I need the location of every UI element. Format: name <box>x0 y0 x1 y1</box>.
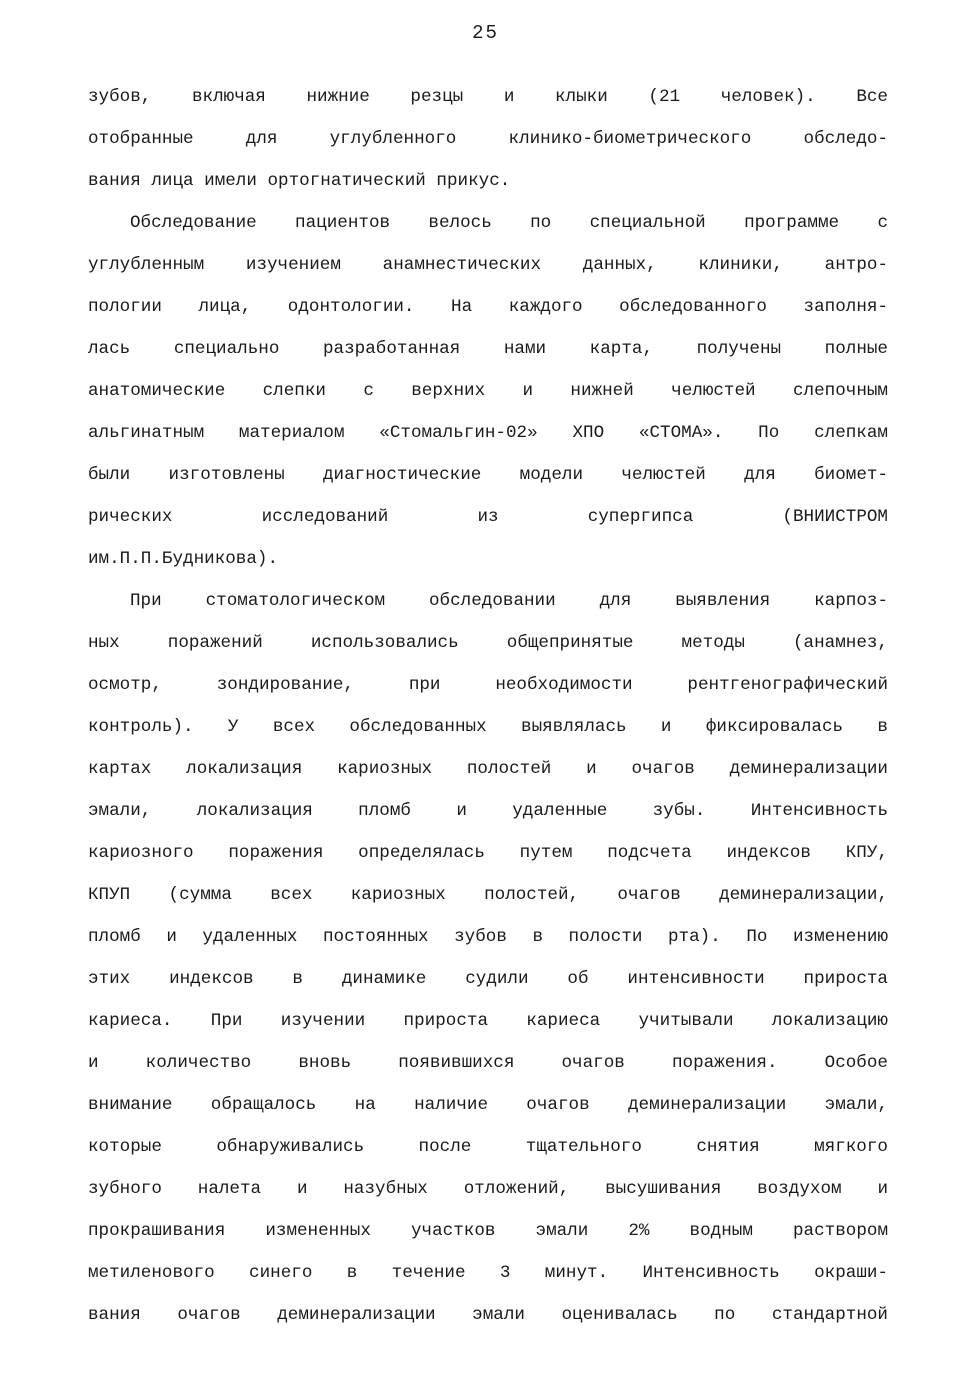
text-line: лась специально разработанная нами карта, получены полные <box>88 339 888 359</box>
text-line: и количество вновь появившихся очагов поражения. Особое <box>88 1053 888 1073</box>
text-line: внимание обращалось на наличие очагов деминерализации эмали, <box>88 1095 888 1115</box>
text-line: Обследование пациентов велось по специальной программе с <box>130 213 888 233</box>
text-line: рических исследований из супергипса (ВНИИСТРОМ <box>88 507 888 527</box>
text-line: метиленового синего в течение 3 минут. Интенсивность окраши- <box>88 1263 888 1283</box>
text-line: эмали, локализация пломб и удаленные зубы. Интенсивность <box>88 801 888 821</box>
text-line: зубного налета и назубных отложений, высушивания воздухом и <box>88 1179 888 1199</box>
text-line: были изготовлены диагностические модели челюстей для биомет- <box>88 465 888 485</box>
text-line: вания очагов деминерализации эмали оценивалась по стандартной <box>88 1305 888 1325</box>
text-line: пологии лица, одонтологии. На каждого обследованного заполня- <box>88 297 888 317</box>
text-line: кариозного поражения определялась путем подсчета индексов КПУ, <box>88 843 888 863</box>
text-line: вания лица имели ортогнатический прикус. <box>88 171 511 191</box>
paragraph-2 <box>88 202 888 580</box>
text-line: КПУП (сумма всех кариозных полостей, очагов деминерализации, <box>88 885 888 905</box>
text-line: которые обнаруживались после тщательного снятия мягкого <box>88 1137 888 1157</box>
text-line: ных поражений использовались общепринятые методы (анамнез, <box>88 633 888 653</box>
text-line: альгинатным материалом «Стомальгин-02» ХПО «СТОМА». По слепкам <box>88 423 888 443</box>
text-line: пломб и удаленных постоянных зубов в полости рта). По изменению <box>88 927 888 947</box>
page-number: 25 <box>472 22 499 44</box>
text-line: им.П.П.Будникова). <box>88 549 279 569</box>
text-line: анатомические слепки с верхних и нижней челюстей слепочным <box>88 381 888 401</box>
text-line: отобранные для углубленного клинико-биометрического обследо- <box>88 129 888 149</box>
text-line: кариеса. При изучении прироста кариеса учитывали локализацию <box>88 1011 888 1031</box>
paragraph-1 <box>88 76 888 202</box>
text-line: прокрашивания измененных участков эмали 2% водным раствором <box>88 1221 888 1241</box>
text-line: углубленным изучением анамнестических данных, клиники, антро- <box>88 255 888 275</box>
paragraph-3 <box>88 580 888 1336</box>
text-line: этих индексов в динамике судили об интенсивности прироста <box>88 969 888 989</box>
text-line: При стоматологическом обследовании для выявления карпоз- <box>130 591 888 611</box>
text-line: осмотр, зондирование, при необходимости рентгенографический <box>88 675 888 695</box>
text-line: контроль). У всех обследованных выявлялась и фиксировалась в <box>88 717 888 737</box>
body-text <box>88 76 888 1336</box>
text-line: зубов, включая нижние резцы и клыки (21 человек). Все <box>88 87 888 107</box>
text-line: картах локализация кариозных полостей и очагов деминерализации <box>88 759 888 779</box>
